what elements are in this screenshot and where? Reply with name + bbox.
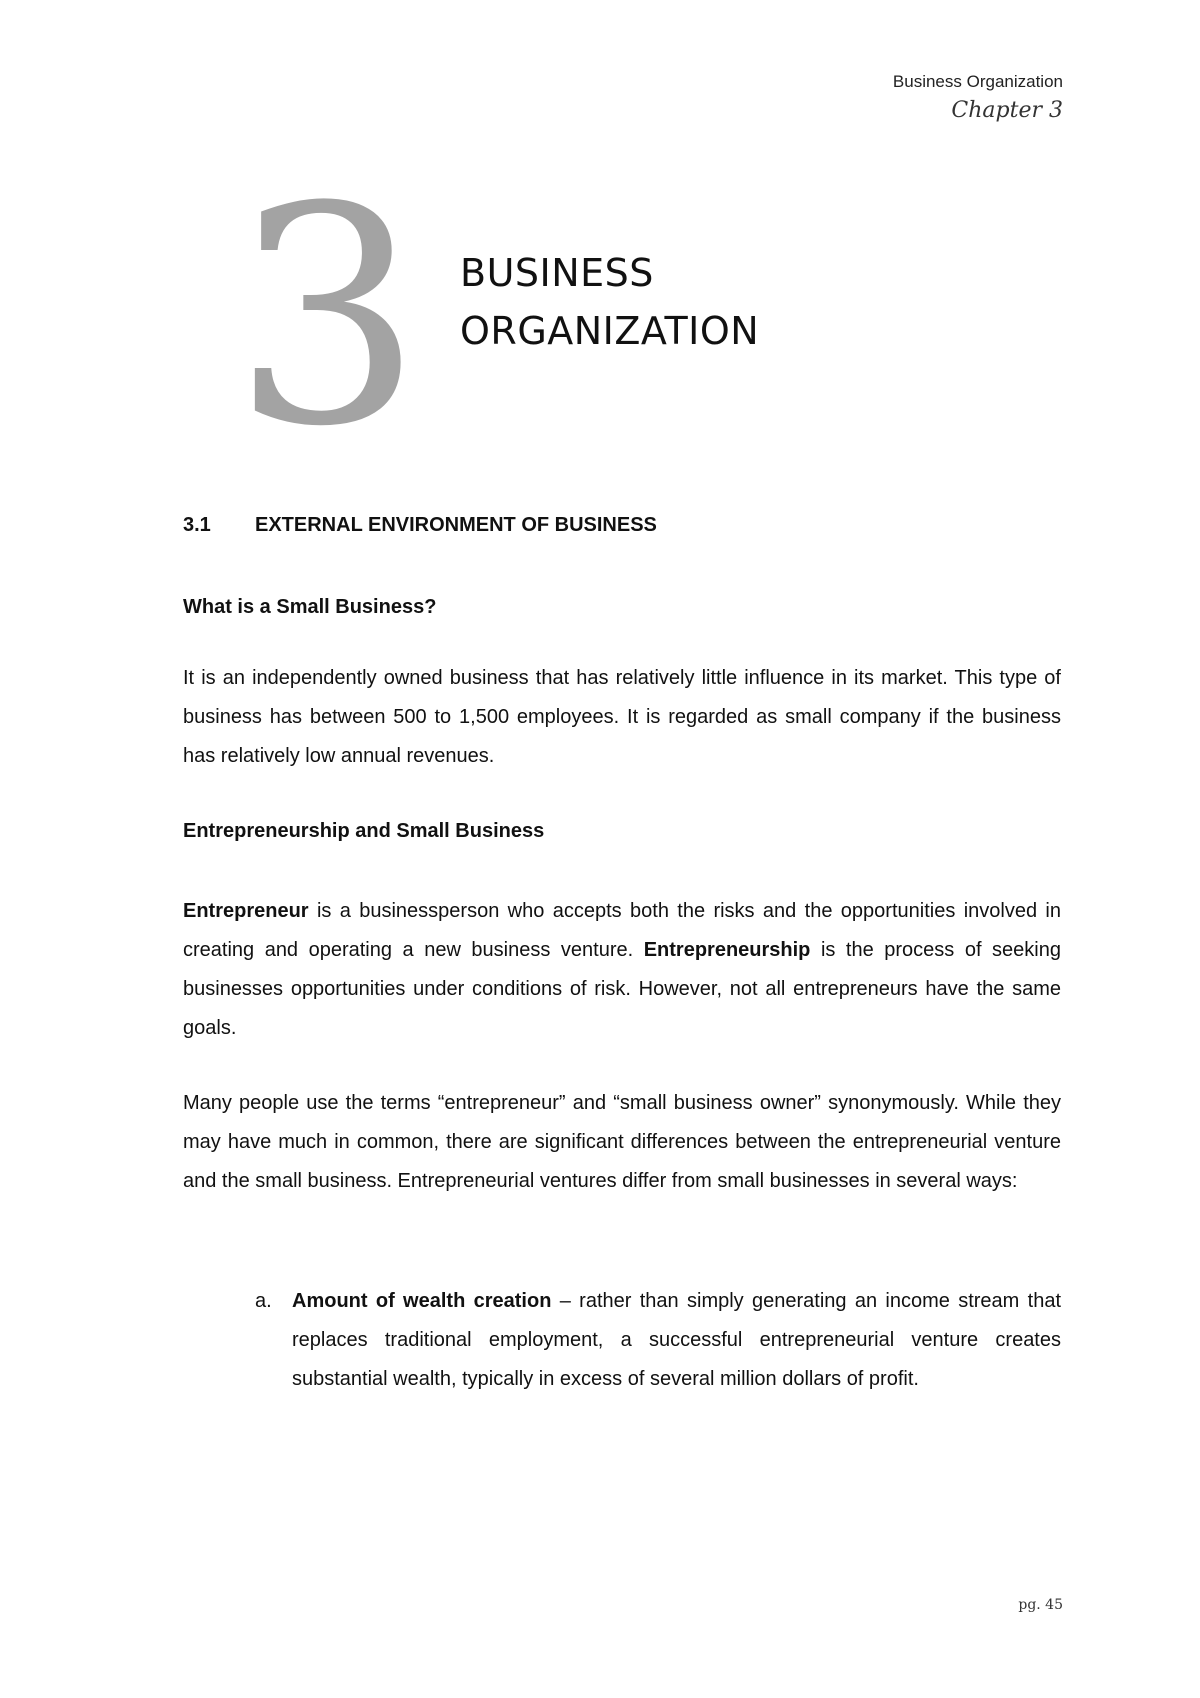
chapter-title-line-2: ORGANIZATION [460, 309, 760, 353]
section-title: EXTERNAL ENVIRONMENT OF BUSINESS [255, 514, 657, 536]
list-item-term: Amount of wealth creation [292, 1290, 552, 1312]
entrepreneur-definition-paragraph [183, 892, 1061, 1048]
page-number: pg. 45 [1018, 1597, 1063, 1613]
chapter-title [460, 244, 759, 360]
list-item-body [292, 1282, 1061, 1399]
list-item [255, 1282, 1061, 1399]
comparison-paragraph: Many people use the terms “entrepreneur” and “small business owner” synonymously. While they may have much in common, there are significant differences between the entrepreneurial venture and the small business. Entrepreneurial ventures differ from small businesses in several ways: [183, 1092, 1061, 1192]
entrepreneur-definition-text: is a businessperson who accepts both the risks and the opportunities involved in creating and operating a new business venture. [183, 900, 1061, 961]
entrepreneurship-heading: Entrepreneurship and Small Business [183, 820, 545, 842]
section-heading [183, 514, 657, 537]
small-business-paragraph: It is an independently owned business that has relatively little influence in its market. This type of business has between 500 to 1,500 employees. It is regarded as small company if the business has relatively low annual revenues. [183, 667, 1061, 767]
chapter-number: 3 [232, 143, 423, 492]
entrepreneurship-definition-text: is the process of seeking businesses opportunities under conditions of risk. However, not all entrepreneurs have the same goals. [183, 939, 1061, 1039]
list-marker: a. [255, 1290, 272, 1312]
section-number: 3.1 [183, 514, 211, 536]
running-header-title: Business Organization [892, 72, 1063, 91]
running-header-chapter: Chapter 3 [951, 98, 1063, 123]
small-business-heading: What is a Small Business? [183, 596, 437, 618]
chapter-title-line-1: BUSINESS [460, 251, 654, 295]
list-item-text: – rather than simply generating an income stream that replaces traditional employment, a successful entrepreneurial venture creates substantial wealth, typically in excess of several million dollars of profit. [292, 1290, 1061, 1390]
term-entrepreneur: Entrepreneur [183, 900, 309, 922]
term-entrepreneurship: Entrepreneurship [643, 939, 811, 961]
